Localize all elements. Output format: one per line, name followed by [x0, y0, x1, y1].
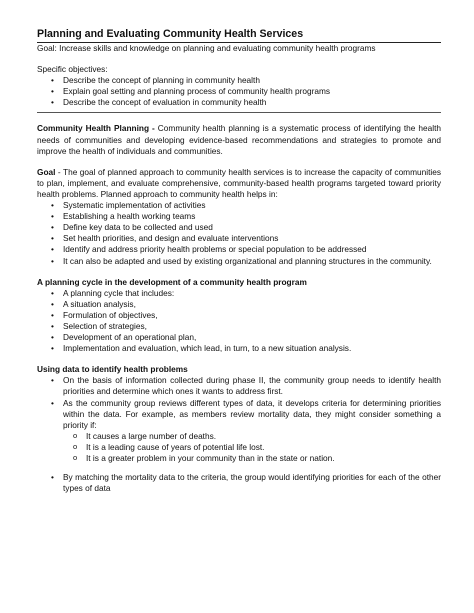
document-page — [37, 28, 441, 494]
list-item: • Describe the concept of evaluation in community health — [37, 97, 441, 108]
list-item: • Set health priorities, and design and evaluate interventions — [37, 233, 441, 244]
list-item: • Selection of strategies, — [37, 321, 441, 332]
list-item: • Define key data to be collected and used — [37, 222, 441, 233]
list-item: • A situation analysis, — [37, 299, 441, 310]
list-item: • Explain goal setting and planning process of community health programs — [37, 86, 441, 97]
data-list — [37, 375, 441, 430]
goal-paragraph — [37, 167, 441, 200]
chp-body: Community health planning is a systematic process of identifying the health needs of communities and developing evidence-based recommendations and strategies to promote and improve the health of individuals and communities. — [37, 123, 441, 156]
list-item: • As the community group reviews different types of data, it develops criteria for determining priorities within the data. For example, as members review mortality data, they might consider something a priority if: — [37, 398, 441, 431]
list-item: • On the basis of information collected during phase II, the community group needs to identify health priorities and determine which ones it wants to address first. — [37, 375, 441, 397]
list-item: • Describe the concept of planning in community health — [37, 75, 441, 86]
list-item: • Implementation and evaluation, which lead, in turn, to a new situation analysis. — [37, 343, 441, 354]
list-item: • Identify and address priority health problems or special population to be addressed — [37, 244, 441, 255]
goal-list — [37, 200, 441, 267]
list-item: • By matching the mortality data to the criteria, the group would identifying priorities for each of the other types of data — [37, 472, 441, 494]
chp-heading: Community Health Planning - — [37, 123, 158, 134]
list-item: • Establishing a health working teams — [37, 211, 441, 222]
list-item: • Systematic implementation of activities — [37, 200, 441, 211]
chp-paragraph — [37, 123, 441, 156]
goal-body: - The goal of planned approach to community health services is to increase the capacity of communities to plan, implement, and evaluate comprehensive, community-based health programs targeted toward priority health problems. Planned approach to community health helps in: — [37, 166, 441, 199]
sub-list-item: o It is a leading cause of years of potential life lost. — [37, 442, 441, 453]
criteria-sublist — [37, 431, 441, 464]
list-item: • A planning cycle that includes: — [37, 288, 441, 299]
cycle-list — [37, 288, 441, 355]
data-heading: Using data to identify health problems — [37, 364, 188, 375]
sub-list-item: o It is a greater problem in your community than in the state or nation. — [37, 453, 441, 464]
goal-heading: Goal — [37, 166, 56, 177]
sub-list-item: o It causes a large number of deaths. — [37, 431, 441, 442]
goal-statement: Goal: Increase skills and knowledge on planning and evaluating community health programs — [37, 43, 376, 53]
list-item: • Development of an operational plan, — [37, 332, 441, 343]
data-list-final — [37, 472, 441, 494]
list-item: • It can also be adapted and used by existing organizational and planning structures in the community. — [37, 256, 441, 267]
cycle-heading: A planning cycle in the development of a community health program — [37, 276, 307, 287]
list-item: • Formulation of objectives, — [37, 310, 441, 321]
objectives-label: Specific objectives: — [37, 64, 108, 75]
objectives-list — [37, 75, 441, 108]
document-title: Planning and Evaluating Community Health Services — [37, 28, 441, 43]
